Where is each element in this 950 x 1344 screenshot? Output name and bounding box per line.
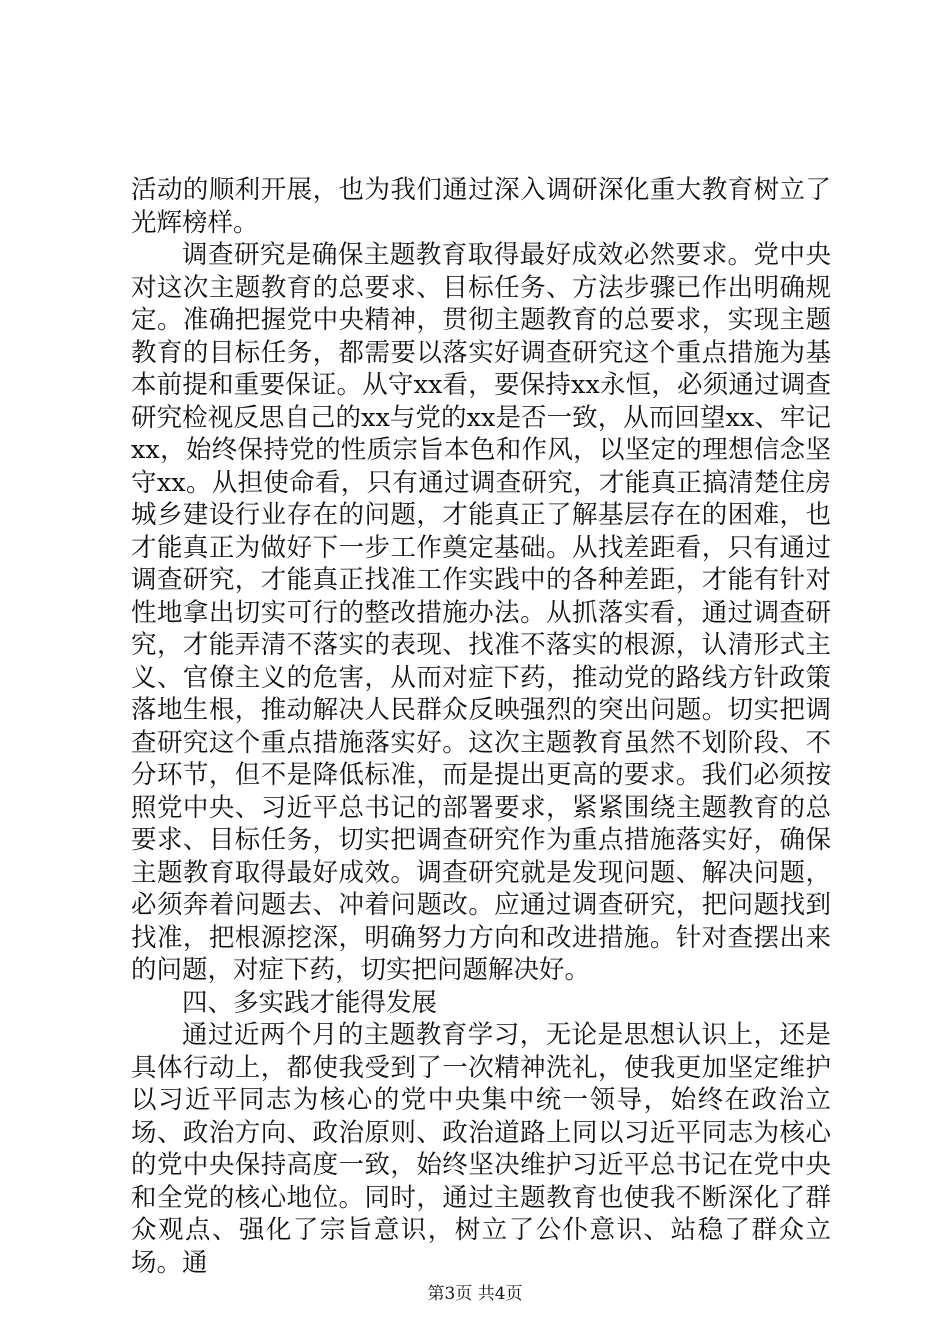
paragraph-3: 通过近两个月的主题教育学习，无论是思想认识上，还是具体行动上，都使我受到了一次精神洗礼，使我更加坚定维护以习近平同志为核心的党中央集中统一领导，始终在政治立场、政治方向、政治原则、政治道路上同以习近平同志为核心的党中央保持高度一致，始终坚决维护习近平总书记在党中央和全党的核心地位。同时，通过主题教育也使我不断深化了群众观点、强化了宗旨意识，树立了公仆意识、站稳了群众立场。通 [131,1020,831,1278]
page-footer: 第3页 共4页 [427,1284,523,1304]
paragraph-1: 活动的顺利开展，也为我们通过深入调研深化重大教育树立了光辉榜样。 [131,175,831,238]
paragraph-2: 调查研究是确保主题教育取得最好成效必然要求。党中央对这次主题教育的总要求、目标任务、方法步骤已作出明确规定。准确把握党中央精神，贯彻主题教育的总要求，实现主题教育的目标任务，都需要以落实好调查研究这个重点措施为基本前提和重要保证。从守xx看，要保持xx永恒，必须通过调查研究检视反思自己的xx与党的xx是否一致，从而回望xx、牢记xx，始终保持党的性质宗旨本色和作风，以坚定的理想信念坚守xx。从担使命看，只有通过调查研究，才能真正搞清楚住房城乡建设行业存在的问题，才能真正了解基层存在的困难，也才能真正为做好下一步工作奠定基础。从找差距看，只有通过调查研究，才能真正找准工作实践中的各种差距，才能有针对性地拿出切实可行的整改措施办法。从抓落实看，通过调查研究，才能弄清不落实的表现、找准不落实的根源，认清形式主义、官僚主义的危害，从而对症下药，推动党的路线方针政策落地生根，推动解决人民群众反映强烈的突出问题。切实把调查研究这个重点措施落实好。这次主题教育虽然不划阶段、不分环节，但不是降低标准，而是提出更高的要求。我们必须按照党中央、习近平总书记的部署要求，紧紧围绕主题教育的总要求、目标任务，切实把调查研究作为重点措施落实好，确保主题教育取得最好成效。调查研究就是发现问题、解决问题，必须奔着问题去、冲着问题改。应通过调查研究，把问题找到找准，把根源挖深，明确努力方向和改进措施。针对查摆出来的问题，对症下药，切实把问题解决好。 [131,240,831,985]
section-heading: 四、多实践才能得发展 [182,987,438,1018]
document-body [131,174,831,1279]
